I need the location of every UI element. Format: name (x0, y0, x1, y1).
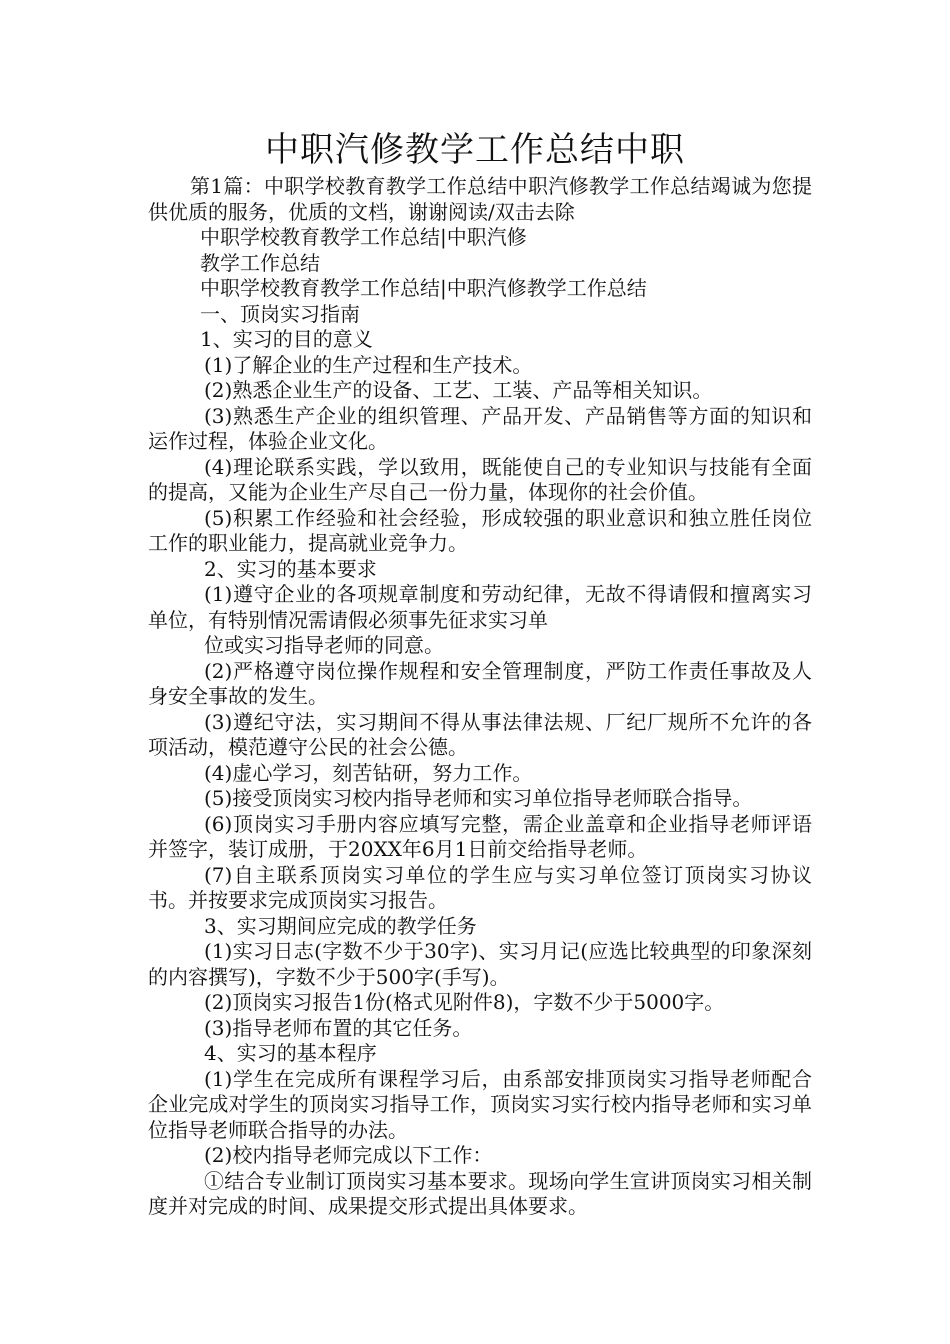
list-item: (2)顶岗实习报告1份(格式见附件8)，字数不少于5000字。 (204, 990, 725, 1014)
document-title: 中职汽修教学工作总结中职 (265, 130, 685, 170)
list-item: (7)自主联系顶岗实习单位的学生应与实习单位签订顶岗实习协议书。并按要求完成顶岗实习报告。 (148, 862, 812, 912)
list-item: (2)熟悉企业生产的设备、工艺、工装、产品等相关知识。 (204, 378, 713, 402)
paragraph-heading-line-1: 中职学校教育教学工作总结|中职汽修 (200, 225, 527, 249)
document-body (148, 174, 812, 1220)
list-item: (5)积累工作经验和社会经验，形成较强的职业意识和独立胜任岗位工作的职业能力，提高就业竞争力。 (148, 505, 812, 555)
list-item-continuation: 位或实习指导老师的同意。 (204, 633, 444, 657)
list-item: (3)指导老师布置的其它任务。 (204, 1015, 473, 1040)
list-item: (2)严格遵守岗位操作规程和安全管理制度，严防工作责任事故及人身安全事故的发生。 (148, 658, 812, 708)
section-heading: 一、顶岗实习指南 (200, 301, 360, 326)
list-item: ①结合专业制订顶岗实习基本要求。现场向学生宣讲顶岗实习相关制度并对完成的时间、成果提交形式提出具体要求。 (148, 1168, 812, 1218)
subsection-heading: 4、实习的基本程序 (204, 1041, 377, 1065)
list-item: (1)了解企业的生产过程和生产技术。 (204, 352, 533, 377)
list-item: (1)实习日志(字数不少于30字)、实习月记(应选比较典型的印象深刻的内容撰写)，字数不少于500字(手写)。 (148, 939, 812, 989)
list-item: (3)遵纪守法，实习期间不得从事法律法规、厂纪厂规所不允许的各项活动，模范遵守公民的社会公德。 (148, 709, 812, 759)
list-item: (4)理论联系实践，学以致用，既能使自己的专业知识与技能有全面的提高，又能为企业生产尽自己一份力量，体现你的社会价值。 (148, 454, 812, 504)
list-item: (1)学生在完成所有课程学习后，由系部安排顶岗实习指导老师配合企业完成对学生的顶岗实习指导工作，顶岗实习实行校内指导老师和实习单位指导老师联合指导的办法。 (148, 1066, 812, 1142)
list-item: (3)熟悉生产企业的组织管理、产品开发、产品销售等方面的知识和运作过程，体验企业文化。 (148, 403, 812, 453)
subsection-heading: 3、实习期间应完成的教学任务 (204, 913, 477, 938)
list-item: (5)接受顶岗实习校内指导老师和实习单位指导老师联合指导。 (204, 786, 753, 810)
subsection-heading: 2、实习的基本要求 (204, 556, 377, 581)
list-item: (1)遵守企业的各项规章制度和劳动纪律，无故不得请假和擅离实习单位，有特别情况需请假必须事先征求实习单 (148, 582, 812, 632)
paragraph-intro: 第1篇：中职学校教育教学工作总结中职汽修教学工作总结竭诚为您提供优质的服务，优质的文档，谢谢阅读/双击去除 (148, 174, 812, 224)
paragraph-heading-line-3: 中职学校教育教学工作总结|中职汽修教学工作总结 (200, 276, 647, 300)
subsection-heading: 1、实习的目的意义 (200, 327, 373, 351)
list-item: (4)虚心学习，刻苦钻研，努力工作。 (204, 760, 533, 785)
list-item: (6)顶岗实习手册内容应填写完整，需企业盖章和企业指导老师评语并签字，装订成册，于20XX年6月1日前交给指导老师。 (148, 811, 812, 861)
paragraph-heading-line-2: 教学工作总结 (200, 250, 320, 275)
list-item: (2)校内指导老师完成以下工作： (204, 1143, 493, 1167)
